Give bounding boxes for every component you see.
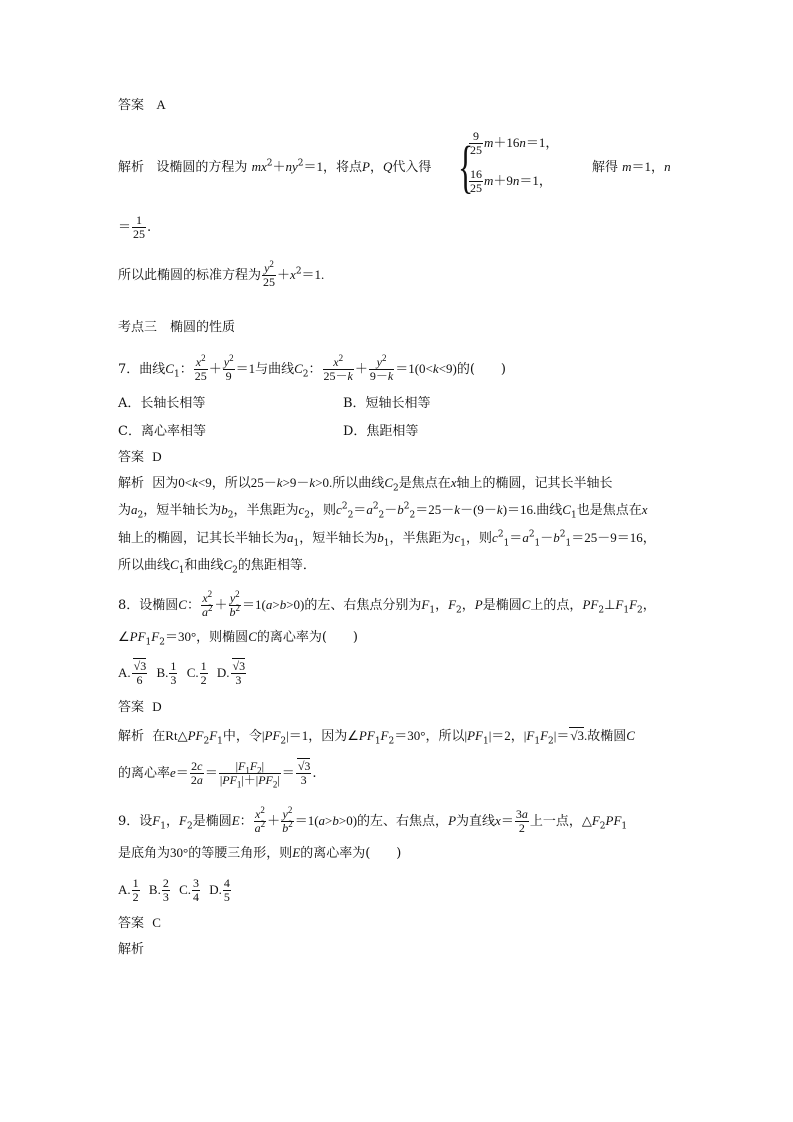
answer-line-q7: 答案 D (118, 449, 162, 465)
question-9-stem: 9．设$F_1$，$F_2$是椭圆E： $\frac{x^2}{a^2}$ ＋ $\frac{y^2}{b^2}$ ＝1(a>b>0)的左、右焦点，P为直线x＝ $\frac{3a}{2}$ 上一点，$\triangle F_2PF_1$ (118, 805, 628, 835)
solution-text: 解得 m＝1，n (592, 159, 671, 175)
question-9-stem-2: 是底角为30°的等腰三角形，则E的离心率为( ) (118, 845, 402, 861)
analysis-label: 解析 (118, 160, 145, 175)
option-a: A．长轴长相等 (118, 396, 206, 411)
equation-1: $\frac{9}{25}$ m＋16n＝1， (470, 129, 559, 157)
analysis-q8-line2: 的离心率e＝ $\frac{2c}{2a}$ ＝ $\frac{|F_1F_2|}{|PF_1|+|PF_2|}$ ＝ $\frac{√3}{3}$ . (118, 759, 317, 790)
result-line-p6: 所以此椭圆的标准方程为 $\frac{y^2}{25}$ $+x^2=1$. (118, 259, 325, 289)
answer-line-q9: 答案 C (118, 915, 161, 931)
answer-line-p6 (118, 96, 166, 115)
section-title: 考点三 椭圆的性质 (118, 320, 236, 335)
answer-label: 答案 (118, 98, 145, 113)
analysis-q9: 解析 (118, 942, 145, 957)
analysis-line-p6: 解析 设椭圆的方程为 $mx^2+ny^2=1$，将点P，Q代入得 (118, 158, 432, 175)
question-7-stem: 7．曲线$C_1$： $\frac{x^2}{25}$ ＋ $\frac{y^2}{9}$ ＝1与曲线$C_2$： $\frac{x^2}{25-k}$ ＋ $\frac{y^2}{9-k}$ ＝1(0<k<9)的( ) (118, 353, 506, 383)
question-8-options: A. $\frac{√3}{6}$ B. $\frac{1}{3}$ C. $\frac{1}{2}$ D. $\frac{√3}{3}$ (118, 659, 246, 687)
option-c: C．离心率相等 (118, 424, 206, 439)
analysis-q7-line1: 解析 因为0<k<9，所以25－k>9－k>0.所以曲线$C_2$是焦点在x轴上的椭圆，记其长半轴长 (118, 475, 613, 494)
option-d: D．焦距相等 (343, 424, 419, 439)
analysis-q7-line2: 为$a_2$，短半轴长为$b_2$，半焦距为$c_2$，则$c^2_2=a^2_2-b^2_2=25-k-(9-k)=16$.曲线$C_1$也是焦点在x (118, 501, 648, 521)
answer-value: A (156, 97, 166, 112)
equation-2: $\frac{16}{25}$ m＋9n＝1， (470, 167, 552, 195)
solution-n: ＝ $\frac{1}{25}$ . (118, 213, 152, 241)
question-9-options: A. $\frac{1}{2}$ B. $\frac{2}{3}$ C. $\frac{3}{4}$ D. $\frac{4}{5}$ (118, 876, 230, 904)
analysis-q8-line1: 解析 在$Rt\triangle PF_2F_1$中，令$|PF_2|=1$，因为$\angle PF_1F_2=30^\circ$，所以$|PF_1|=2$，$|F_1F_2|=√3$.故椭圆C (118, 728, 635, 747)
analysis-text: 设椭圆的方程为 (156, 160, 248, 175)
answer-line-q8: 答案 D (118, 699, 162, 715)
analysis-q7-line4: 所以曲线$C_1$和曲线$C_2$的焦距相等． (118, 557, 316, 576)
option-b: B．短轴长相等 (343, 396, 431, 411)
analysis-q7-line3: 轴上的椭圆，记其长半轴长为$a_1$，短半轴长为$b_1$，半焦距为$c_1$，则$c^2_1=a^2_1-b^2_1=25-9=16$， (118, 529, 656, 549)
math-expr: mx (251, 159, 267, 174)
system-brace: { (458, 134, 474, 199)
question-8-stem: 8．设椭圆C： $\frac{x^2}{a^2}$ ＋ $\frac{y^2}{b^2}$ ＝1(a>b>0)的左、右焦点分别为$F_1$，$F_2$，P是椭圆C上的点，$PF_2\perp F_1F_2$， (118, 589, 656, 619)
question-8-stem-2: $\angle PF_1F_2=30^\circ$，则椭圆C的离心率为( ) (118, 629, 359, 648)
